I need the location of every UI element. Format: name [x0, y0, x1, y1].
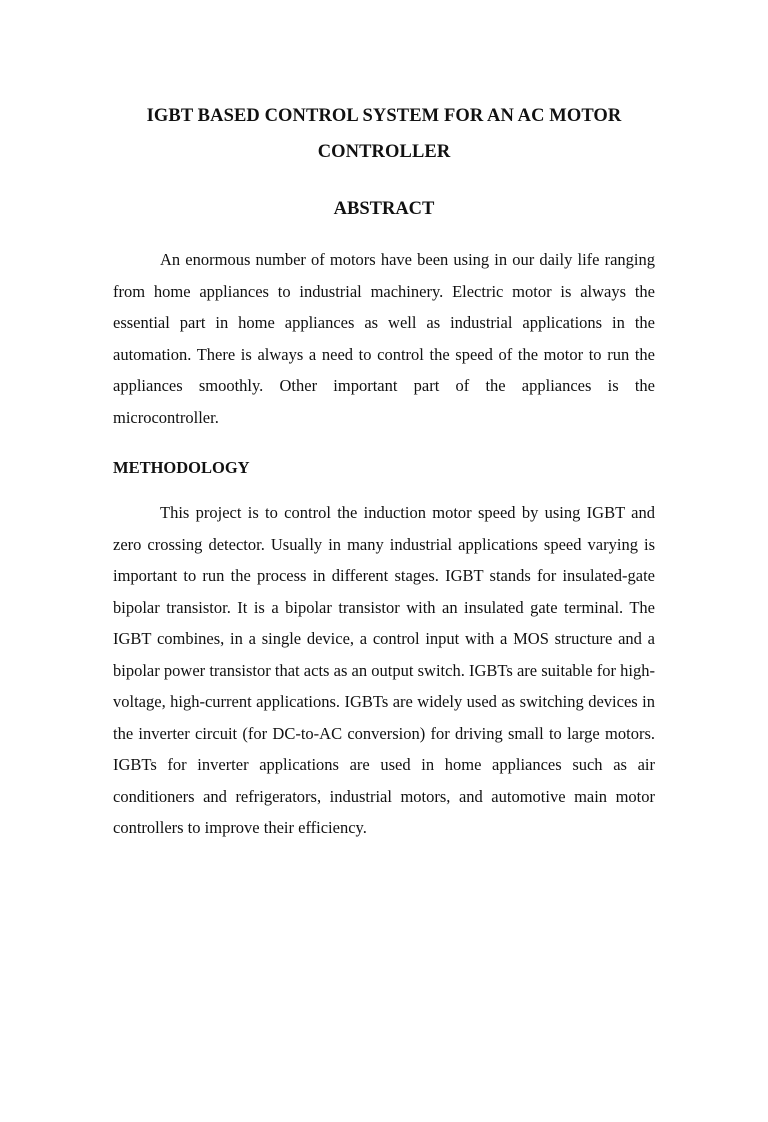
abstract-paragraph: An enormous number of motors have been using in our daily life ranging from home appliances to industrial machinery. Electric motor is always the essential part in home appliances as well as industrial applications in the automation. There is always a need to control the speed of the motor to run the appliances smoothly. Other important part of the appliances is the microcontroller.: [113, 250, 655, 427]
methodology-heading: METHODOLOGY: [113, 458, 250, 477]
document-title: IGBT BASED CONTROL SYSTEM FOR AN AC MOTOR CONTROLLER: [146, 106, 622, 162]
abstract-heading: ABSTRACT: [333, 199, 435, 219]
document-page: [0, 98, 768, 1122]
methodology-paragraph: This project is to control the induction motor speed by using IGBT and zero crossing detector. Usually in many industrial applications speed varying is important to run the process in different stages. IGBT stands for insulated-gate bipolar transistor. It is a bipolar transistor with an insulated gate terminal. The IGBT combines, in a single device, a control input with a MOS structure and a bipolar power transistor that acts as an output switch. IGBTs are suitable for high-voltage, high-current applications. IGBTs are widely used as switching devices in the inverter circuit (for DC-to-AC conversion) for driving small to large motors. IGBTs for inverter applications are used in home appliances such as air conditioners and refrigerators, industrial motors, and automotive main motor controllers to improve their efficiency.: [113, 503, 655, 837]
